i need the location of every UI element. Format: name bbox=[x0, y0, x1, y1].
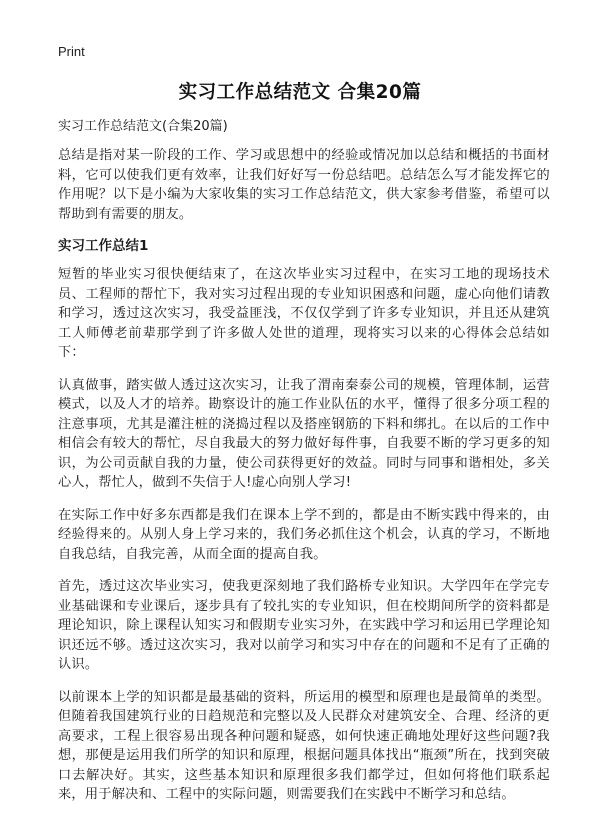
section-heading: 实习工作总结1 bbox=[58, 238, 149, 254]
print-label: Print bbox=[58, 44, 85, 59]
body-paragraph-1: 短暂的毕业实习很快便结束了，在这次毕业实习过程中，在实习工地的现场技术员、工程师的帮忙下，我对实习过程出现的专业知识困惑和问题，虚心向他们请教和学习，透过这次实习，我受益匪浅，不仅仅学到了许多专业知识，并且还从建筑工人师傅老前辈那学到了许多做人处世的道理，现将实习以来的心得体会总结如下： bbox=[58, 267, 550, 360]
body-paragraph-4: 首先，透过这次毕业实习，使我更深刻地了我们路桥专业知识。大学四年在学完专业基础课和专业课后，逐步具有了较扎实的专业知识，但在校期间所学的资料都是理论知识，除上课程认知实习和假期专业实习外，在实践中学习和运用已学理论知识还远不够。透过这次实习，我对以前学习和实习中存在的问题和不足有了正确的认识。 bbox=[58, 579, 550, 672]
document-subtitle: 实习工作总结范文(合集20篇) bbox=[58, 119, 228, 134]
body-paragraph-5: 以前课本上学的知识都是最基础的资料，所运用的模型和原理也是最简单的类型。但随着我国建筑行业的日趋规范和完整以及人民群众对建筑安全、合理、经济的更高要求，工程上很容易出现各种问题和疑惑，如何快速正确地处理好这些问题?我想，那便是运用我们所学的知识和原理，根据问题具体找出“瓶颈”所在，找到突破口去解决好。其实，这些基本知识和原理很多我们都学过，但如何将他们联系起来，用于解决和、工程中的实际问题，则需要我们在实践中不断学习和总结。 bbox=[58, 689, 550, 802]
document-body bbox=[58, 118, 550, 818]
document-title: 实习工作总结范文 合集20篇 bbox=[178, 82, 422, 103]
body-paragraph-2: 认真做事，踏实做人透过这次实习，让我了渭南秦泰公司的规模，管理体制，运营模式，以及人才的培养。勘察设计的施工作业队伍的水平，懂得了很多分项工程的注意事项，尤其是灌注桩的浇捣过程以及搭座钢筋的下料和绑扎。在以后的工作中相信会有较大的帮忙，尽自我最大的努力做好每件事，自我要不断的学习更多的知识，为公司贡献自我的力量，使公司获得更好的效益。同时与同事和谐相处，多关心人，帮忙人，做到不失信于人!虚心向别人学习! bbox=[58, 377, 550, 490]
intro-paragraph: 总结是指对某一阶段的工作、学习或思想中的经验或情况加以总结和概括的书面材料，它可以使我们更有效率，让我们好好写一份总结吧。总结怎么写才能发挥它的作用呢？以下是小编为大家收集的实习工作总结范文，供大家参考借鉴，希望可以帮助到有需要的朋友。 bbox=[58, 148, 550, 222]
body-paragraph-3: 在实际工作中好多东西都是我们在课本上学不到的，都是由不断实践中得来的，由经验得来的。从别人身上学习来的，我们务必抓住这个机会，认真的学习，不断地自我总结，自我完善，从而全面的提高自我。 bbox=[58, 507, 550, 562]
